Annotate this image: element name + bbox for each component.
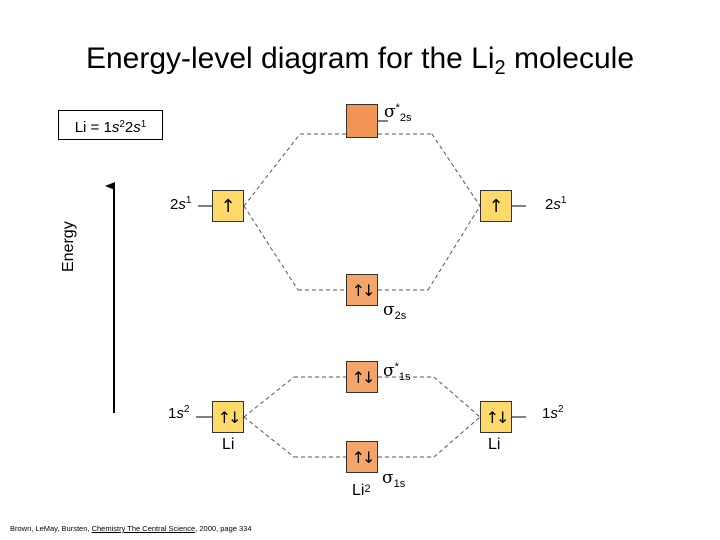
label-n: 1 <box>168 405 177 422</box>
right-2s-label <box>545 196 566 212</box>
title-text: Energy-level diagram for the Li <box>85 42 495 75</box>
sigma-star-2s-label <box>384 103 412 124</box>
config-prefix: Li = 1 <box>74 119 112 136</box>
sigma-2s-label <box>383 302 406 322</box>
dashed-line <box>428 206 480 290</box>
left-2s-label <box>170 196 191 212</box>
dashed-line <box>244 134 300 206</box>
greek-sigma: σ <box>383 361 395 381</box>
molecule-label <box>352 482 371 500</box>
left-1s-orbital <box>212 401 244 433</box>
label-n: 2 <box>170 196 179 213</box>
label-sup: 1 <box>560 195 567 206</box>
dashed-line <box>244 206 298 290</box>
subscript: 2s <box>399 112 412 124</box>
label-s: s <box>553 196 561 213</box>
sigma-2s-orbital <box>346 274 378 306</box>
electron-up-arrow-icon: ↑ <box>220 195 236 217</box>
label-s: s <box>176 405 184 422</box>
title-suffix: molecule <box>505 42 635 75</box>
electron-pair-arrows-icon: ↑↓ <box>217 407 239 427</box>
star: * <box>395 102 400 114</box>
molecule-subscript: 2 <box>364 483 371 495</box>
sigma-1s-orbital <box>346 441 378 473</box>
greek-sigma: σ <box>382 468 394 488</box>
label-sup: 2 <box>557 404 564 415</box>
dashed-line <box>244 377 294 417</box>
right-2s-orbital <box>480 190 512 222</box>
config-mid: 2 <box>124 119 134 136</box>
label-sup: 1 <box>185 195 192 206</box>
greek-sigma: σ <box>383 300 395 320</box>
config-s2: s <box>133 119 141 136</box>
config-s1: s <box>111 119 120 136</box>
left-2s-orbital <box>212 190 244 222</box>
electron-pair-arrows-icon: ↑↓ <box>351 367 373 387</box>
config-sup2: 1 <box>140 119 147 130</box>
label-n: 2 <box>545 196 554 213</box>
label-sup: 2 <box>183 404 190 415</box>
title-subscript: 2 <box>494 57 506 79</box>
sigma-star-1s-orbital <box>346 361 378 393</box>
electron-pair-arrows-icon: ↑↓ <box>485 407 507 427</box>
label-s: s <box>178 196 186 213</box>
label-n: 1 <box>542 405 551 422</box>
left-atom-label: Li <box>222 436 235 453</box>
dashed-line <box>432 134 480 206</box>
right-atom-label: Li <box>488 436 501 453</box>
star: * <box>394 361 399 373</box>
right-1s-label <box>542 405 563 421</box>
electron-up-arrow-icon: ↑ <box>488 195 504 217</box>
greek-sigma: σ <box>384 102 396 122</box>
label-s: s <box>550 405 558 422</box>
dashed-line <box>244 417 294 457</box>
right-1s-orbital <box>480 401 512 433</box>
citation-book: Chemistry The Central Science <box>91 524 196 533</box>
subscript: 2s <box>394 310 407 322</box>
dashed-line <box>434 377 480 417</box>
subscript: 1s <box>398 371 411 383</box>
electron-pair-arrows-icon: ↑↓ <box>351 280 373 300</box>
electron-pair-arrows-icon: ↑↓ <box>351 447 373 467</box>
citation-prefix: Brown, LeMay, Bursten, <box>10 524 92 533</box>
citation-suffix: , 2000, page 334 <box>195 524 252 533</box>
energy-axis-label: Energy <box>60 221 77 272</box>
config-sup1: 2 <box>119 119 125 130</box>
citation <box>10 524 252 533</box>
sigma-1s-label <box>382 470 405 490</box>
left-1s-label <box>168 405 189 421</box>
dashed-line <box>434 417 480 457</box>
sigma-star-1s-label <box>383 362 411 383</box>
molecule-name: Li <box>352 482 365 499</box>
sigma-star-2s-orbital <box>346 104 378 138</box>
subscript: 1s <box>393 478 406 490</box>
